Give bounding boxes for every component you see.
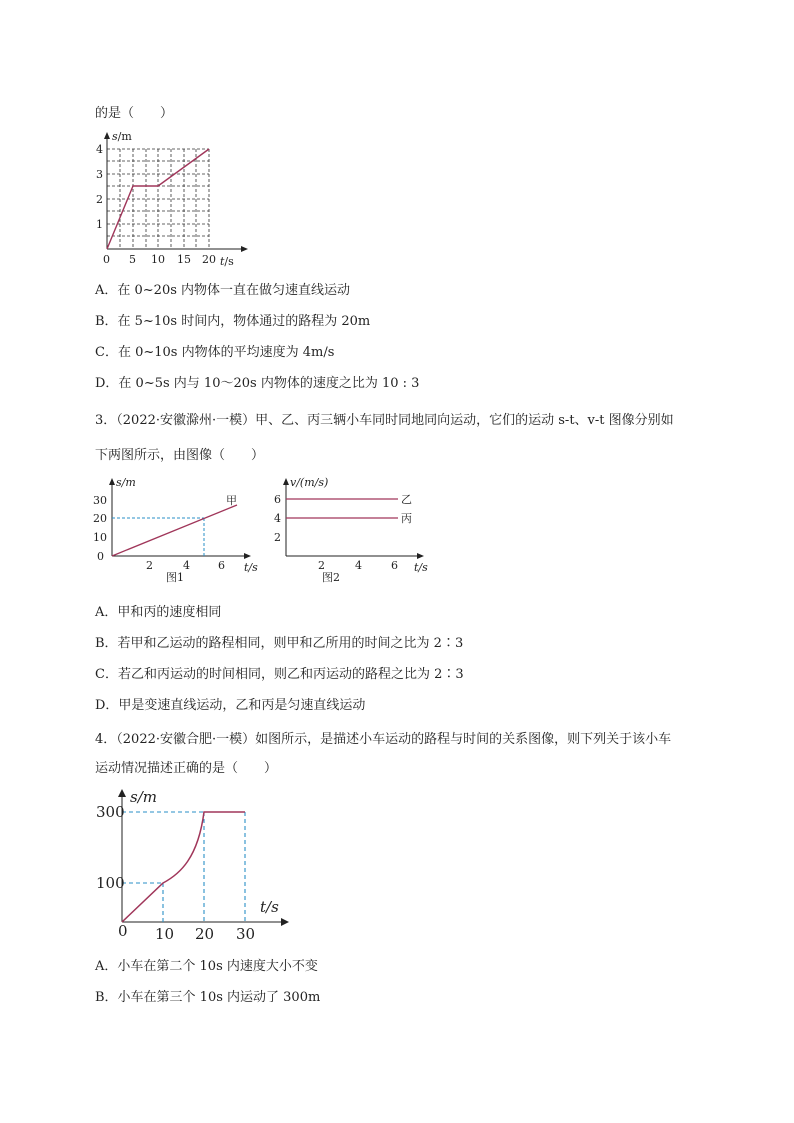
q4-stem-line1: 4．（2022·安徽合肥·一模）如图所示，是描述小车运动的路程与时间的关系图像，则下列关于该小车: [95, 732, 672, 747]
q3-fig1-st: [92, 474, 272, 586]
q4-ytick-100: 100: [96, 874, 125, 892]
q4-option-a: A．小车在第二个 10s 内速度大小不变: [95, 959, 318, 974]
q3-fig2-ytick-6: 6: [274, 493, 281, 506]
q3-fig1-xtick-4: 4: [183, 559, 190, 572]
q3-fig1-xtick-6: 6: [218, 559, 225, 572]
q3-fig2-label-yi: 乙: [401, 493, 412, 506]
q3-fig1-line-jia: [112, 505, 237, 556]
q2-xlabel-t: t: [220, 255, 225, 268]
q3-stem-line1: 3．（2022·安徽滁州·一模）甲、乙、丙三辆小车同时同地同向运动，它们的运动 s-t、v-t 图像分别如: [95, 413, 674, 428]
q4-st-graph: [92, 786, 302, 946]
q3-fig1-ytick-0: 0: [97, 550, 104, 563]
q4-xtick-20: 20: [195, 925, 215, 943]
q2-ytick-4: 4: [96, 143, 103, 156]
q3-fig2-ylabel: v/(m/s): [290, 476, 329, 489]
q2-stem-tail: 的是（ ）: [95, 106, 174, 121]
q3-fig2-caption: 图2: [322, 571, 340, 584]
q3-stem-line2: 下两图所示，由图像（ ）: [95, 448, 265, 463]
q2-xtick-15: 15: [177, 253, 191, 266]
q2-st-graph: [92, 128, 272, 270]
q3-fig1-ytick-10: 10: [93, 531, 107, 544]
q2-xlabel-unit: /s: [224, 255, 234, 268]
q3-fig1-caption: 图1: [166, 571, 184, 584]
q3-fig2-xtick-4: 4: [355, 559, 362, 572]
q3-fig2-ytick-2: 2: [274, 531, 281, 544]
q4-xlabel: t/s: [260, 898, 279, 916]
q2-ytick-2: 2: [96, 193, 103, 206]
q4-xtick-30: 30: [236, 925, 256, 943]
q3-fig2-xtick-2: 2: [318, 559, 325, 572]
q2-xtick-20: 20: [202, 253, 216, 266]
q3-option-b: B．若甲和乙运动的路程相同，则甲和乙所用的时间之比为 2∶3: [95, 636, 464, 651]
svg-text:s/m: [112, 130, 132, 143]
q3-fig2-xtick-6: 6: [391, 559, 398, 572]
q2-option-d: D．在 0~5s 内与 10～20s 内物体的速度之比为 10 : 3: [95, 376, 420, 391]
q3-fig2-vt: [270, 474, 450, 586]
q3-fig2-label-bing: 丙: [401, 512, 412, 525]
q3-fig2-xlabel: t/s: [414, 561, 428, 574]
q2-ylabel-s: s: [112, 130, 118, 143]
q4-ylabel: s/m: [130, 788, 157, 806]
q2-option-a: A．在 0~20s 内物体一直在做匀速直线运动: [95, 283, 351, 298]
q4-xtick-0: 0: [118, 922, 128, 940]
q3-fig1-ylabel: s/m: [116, 476, 136, 489]
q3-option-d: D．甲是变速直线运动，乙和丙是匀速直线运动: [95, 698, 366, 713]
q4-option-b: B．小车在第三个 10s 内运动了 300m: [95, 990, 321, 1005]
q2-ylabel-unit: /m: [117, 130, 132, 143]
svg-text:t/s: [220, 255, 234, 268]
q2-ytick-1: 1: [96, 218, 103, 231]
q2-ytick-3: 3: [96, 168, 103, 181]
q2-xtick-10: 10: [151, 253, 165, 266]
q2-option-b: B．在 5~10s 时间内，物体通过的路程为 20m: [95, 314, 371, 329]
q4-stem-line2: 运动情况描述正确的是（ ）: [95, 761, 278, 776]
q3-fig2-ytick-4: 4: [274, 512, 281, 525]
q2-xtick-5: 5: [129, 253, 136, 266]
q3-option-a: A．甲和丙的速度相同: [95, 605, 222, 620]
q4-xtick-10: 10: [155, 925, 175, 943]
q4-st-curve: [122, 812, 245, 922]
q4-ytick-300: 300: [96, 803, 125, 821]
q2-option-c: C．在 0~10s 内物体的平均速度为 4m/s: [95, 345, 335, 360]
q3-fig1-xlabel: t/s: [244, 561, 258, 574]
q3-fig1-label-jia: 甲: [226, 494, 237, 507]
q3-fig1-ytick-20: 20: [93, 512, 107, 525]
q2-xtick-0: 0: [103, 253, 110, 266]
q3-option-c: C．若乙和丙运动的时间相同，则乙和丙运动的路程之比为 2∶3: [95, 667, 464, 682]
q3-fig1-xtick-2: 2: [146, 559, 153, 572]
q3-fig1-ytick-30: 30: [93, 494, 107, 507]
